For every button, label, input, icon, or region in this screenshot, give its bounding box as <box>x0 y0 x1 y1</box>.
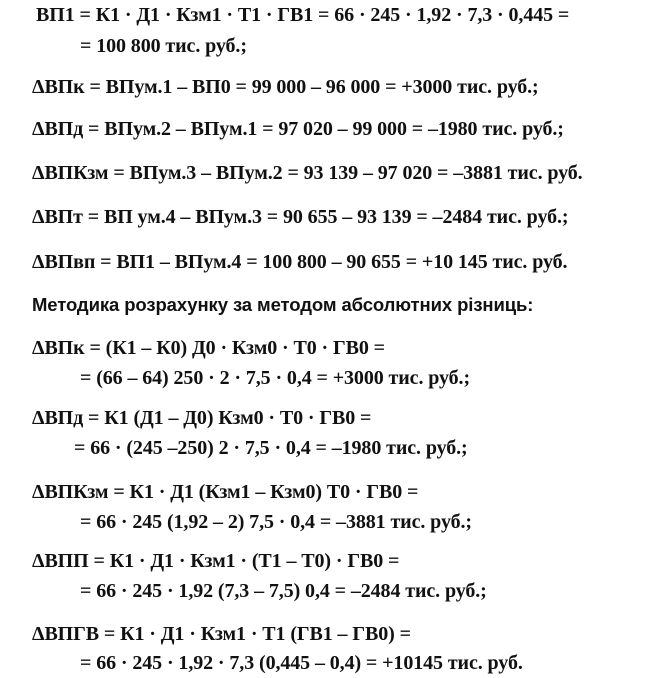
formula-line-11: ΔВПд = К1 (Д1 – Д0) Кзм0 · Т0 · ГВ0 = <box>32 407 372 429</box>
formula-line-16: = 66 · 245 · 1,92 (7,3 – 7,5) 0,4 = –2484 тис. руб.; <box>80 580 487 602</box>
formula-line-12: = 66 · (245 –250) 2 · 7,5 · 0,4 = –1980 тис. руб.; <box>74 437 468 459</box>
formula-line-10: = (66 – 64) 250 · 2 · 7,5 · 0,4 = +3000 тис. руб.; <box>80 367 471 389</box>
formula-line-14: = 66 · 245 (1,92 – 2) 7,5 · 0,4 = –3881 тис. руб.; <box>80 511 472 533</box>
formula-line-9: ΔВПк = (К1 – К0) Д0 · Кзм0 · Т0 · ГВ0 = <box>32 337 385 359</box>
formula-line-17: ΔВПГВ = К1 · Д1 · Кзм1 · Т1 (ГВ1 – ГВ0) = <box>32 623 411 645</box>
section-heading: Методика розрахунку за методом абсолютних різниць: <box>32 294 534 315</box>
formula-line-18: = 66 · 245 · 1,92 · 7,3 (0,445 – 0,4) = +10145 тис. руб. <box>80 652 523 674</box>
formula-line-4: ΔВПд = ВПум.2 – ВПум.1 = 97 020 – 99 000 = –1980 тис. руб.; <box>32 118 564 140</box>
formula-line-6: ΔВПт = ВП ум.4 – ВПум.3 = 90 655 – 93 139 = –2484 тис. руб.; <box>32 206 569 228</box>
formula-line-2: = 100 800 тис. руб.; <box>80 35 247 57</box>
formula-line-15: ΔВПП = К1 · Д1 · Кзм1 · (Т1 – Т0) · ГВ0 = <box>32 550 400 572</box>
formula-line-7: ΔВПвп = ВП1 – ВПум.4 = 100 800 – 90 655 = +10 145 тис. руб. <box>32 251 568 273</box>
formula-line-5: ΔВПКзм = ВПум.3 – ВПум.2 = 93 139 – 97 020 = –3881 тис. руб. <box>32 162 583 184</box>
formula-line-3: ΔВПк = ВПум.1 – ВП0 = 99 000 – 96 000 = +3000 тис. руб.; <box>32 76 539 98</box>
formula-line-1: ВП1 = К1 · Д1 · Кзм1 · Т1 · ГВ1 = 66 · 245 · 1,92 · 7,3 · 0,445 = <box>36 4 570 26</box>
formula-line-13: ΔВПКзм = К1 · Д1 (Кзм1 – Кзм0) Т0 · ГВ0 = <box>32 481 419 503</box>
